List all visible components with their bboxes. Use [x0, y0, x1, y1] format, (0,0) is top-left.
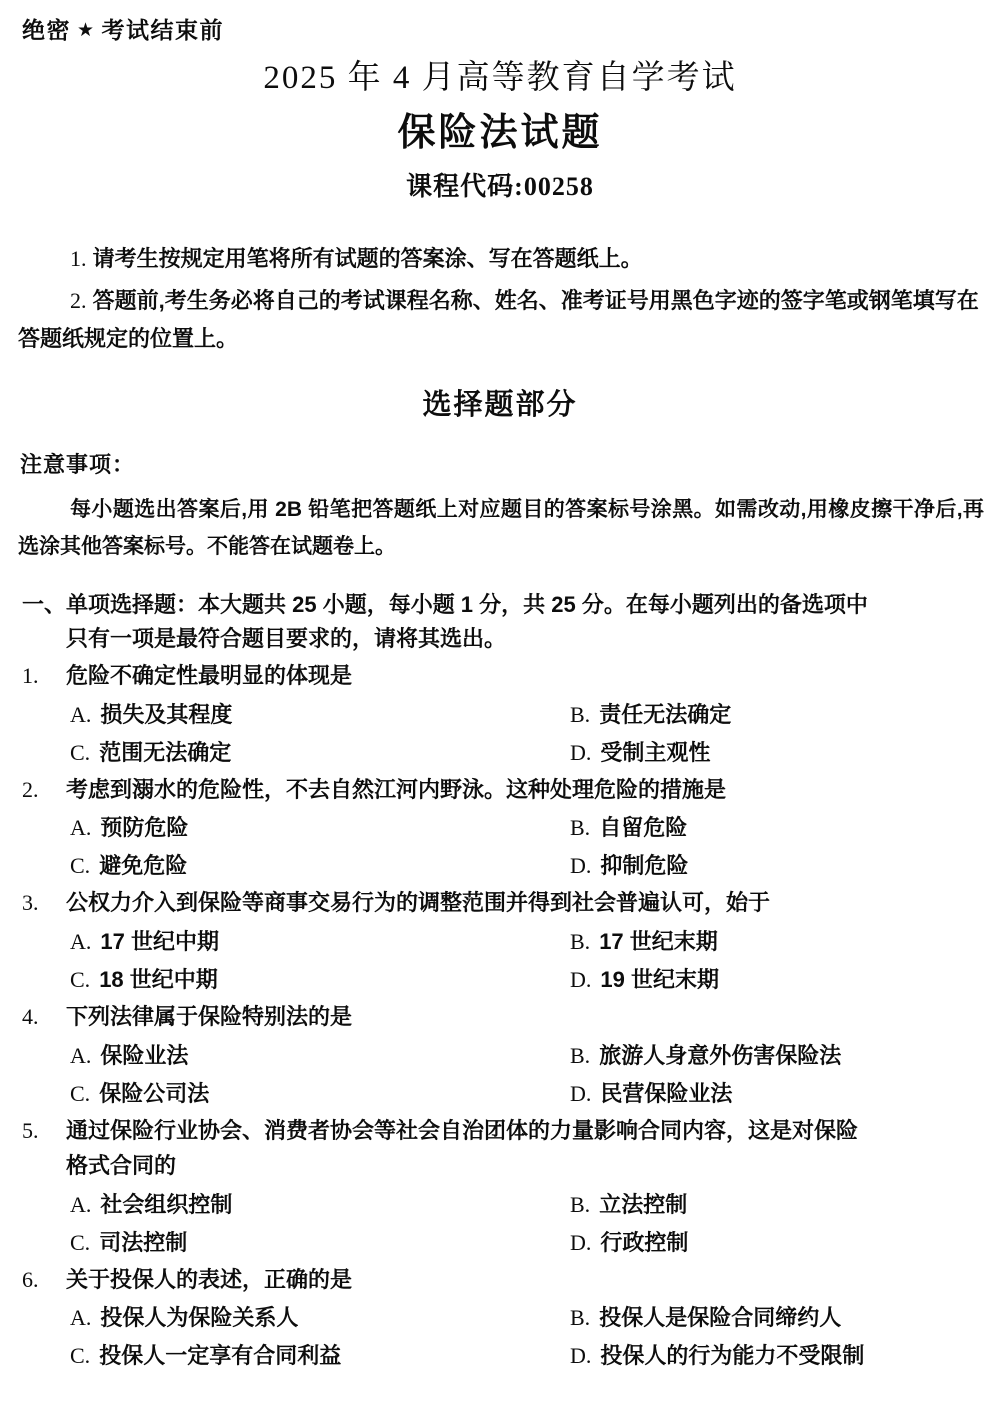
option-d[interactable]: [570, 1075, 732, 1113]
question-stem: [22, 658, 980, 694]
option-text: 18 世纪中期: [99, 966, 218, 992]
option-text: 旅游人身意外伤害保险法: [599, 1042, 842, 1068]
option-letter: B.: [570, 1042, 591, 1068]
option-a[interactable]: [70, 809, 188, 847]
option-letter: D.: [570, 966, 592, 992]
option-row: [70, 847, 980, 885]
option-c[interactable]: [70, 734, 231, 772]
question-item: [22, 1262, 980, 1376]
option-text: 自留危险: [599, 815, 688, 841]
option-row: [70, 1186, 980, 1224]
star-icon: ★: [77, 20, 96, 41]
option-b[interactable]: [570, 923, 718, 961]
option-letter: A.: [70, 928, 92, 954]
question-stem: [22, 1113, 980, 1184]
option-text: 范围无法确定: [99, 739, 232, 765]
option-text: 保险公司法: [99, 1080, 210, 1106]
question-stem-text: 考虑到溺水的危险性，不去自然江河内野泳。这种处理危险的措施是: [66, 776, 727, 802]
option-d[interactable]: [570, 961, 719, 999]
question-stem: [22, 772, 980, 808]
question-options: [22, 1299, 980, 1375]
secrecy-label: 绝密: [22, 17, 71, 43]
question-stem: [22, 885, 980, 921]
option-text: 19 世纪末期: [600, 966, 719, 992]
question-options: [22, 696, 980, 772]
option-d[interactable]: [570, 734, 710, 772]
option-a[interactable]: [70, 1186, 232, 1224]
course-code: 课程代码:00258: [406, 171, 594, 201]
option-text: 保险业法: [100, 1042, 189, 1068]
option-letter: C.: [70, 1343, 91, 1369]
option-letter: A.: [70, 1042, 92, 1068]
option-letter: A.: [70, 1191, 92, 1217]
option-letter: C.: [70, 739, 91, 765]
question-options: [22, 1186, 980, 1262]
secrecy-time-label: 考试结束前: [101, 17, 225, 43]
option-letter: D.: [570, 1343, 592, 1369]
option-text: 17 世纪末期: [599, 928, 718, 954]
instruction-number: 2.: [70, 287, 87, 313]
option-row: [70, 1037, 980, 1075]
option-text: 投保人为保险关系人: [100, 1305, 299, 1331]
page-title: 保险法试题: [397, 112, 603, 155]
option-a[interactable]: [70, 923, 219, 961]
section-heading: 选择题部分: [422, 389, 578, 421]
option-letter: D.: [570, 1229, 592, 1255]
option-row: [70, 1075, 980, 1113]
question-number: 4.: [22, 1003, 39, 1029]
option-row: [70, 961, 980, 999]
option-letter: A.: [70, 1305, 92, 1331]
question-number: 1.: [22, 663, 39, 688]
option-row: [70, 696, 980, 734]
option-letter: A.: [70, 701, 92, 727]
option-c[interactable]: [70, 847, 187, 885]
option-text: 立法控制: [599, 1191, 688, 1217]
option-b[interactable]: [570, 696, 731, 734]
option-row: [70, 923, 980, 961]
question-item: [22, 885, 980, 999]
part-one-heading: [22, 588, 977, 656]
option-letter: A.: [70, 815, 92, 841]
question-number: 6.: [22, 1266, 39, 1292]
notice-label: 注意事项：: [20, 452, 136, 477]
option-text: 损失及其程度: [100, 701, 233, 727]
option-c[interactable]: [70, 961, 218, 999]
title-block: [0, 58, 1000, 202]
option-letter: C.: [70, 1080, 91, 1106]
exam-session-title: 2025 年 4 月高等教育自学考试: [263, 60, 737, 96]
option-letter: C.: [70, 853, 91, 879]
option-c[interactable]: [70, 1075, 209, 1113]
option-text: 受制主观性: [600, 739, 711, 765]
question-options: [22, 1037, 980, 1113]
option-text: 预防危险: [100, 815, 189, 841]
option-letter: C.: [70, 966, 91, 992]
question-stem: [22, 999, 980, 1035]
option-row: [70, 1337, 980, 1375]
question-stem-text: 通过保险行业协会、消费者协会等社会自治团体的力量影响合同内容，这是对保险: [66, 1117, 859, 1143]
option-row: [70, 734, 980, 772]
question-stem-text: 下列法律属于保险特别法的是: [66, 1003, 353, 1029]
option-d[interactable]: [570, 847, 688, 885]
question-options: [22, 809, 980, 885]
part-one-heading-line2: 只有一项是最符合题目要求的，请将其选出。: [66, 626, 507, 652]
instruction-text: 请考生按规定用笔将所有试题的答案涂、写在答题纸上。: [92, 246, 643, 271]
option-a[interactable]: [70, 696, 232, 734]
question-stem-text: 公权力介入到保险等商事交易行为的调整范围并得到社会普遍认可，始于: [66, 890, 771, 916]
option-letter: B.: [570, 1305, 591, 1331]
question-item: [22, 999, 980, 1113]
question-item: [22, 1113, 980, 1262]
option-letter: D.: [570, 1080, 592, 1106]
option-letter: B.: [570, 701, 591, 727]
option-d[interactable]: [570, 1224, 688, 1262]
option-text: 行政控制: [600, 1229, 689, 1255]
option-b[interactable]: [570, 809, 687, 847]
notice-body: 每小题选出答案后,用 2B 铅笔把答题纸上对应题目的答案标号涂黑。如需改动,用橡皮擦干净后,再选涂其他答案标号。不能答在试题卷上。: [18, 498, 984, 558]
question-number: 3.: [22, 890, 39, 916]
question-item: [22, 772, 980, 886]
option-row: [70, 809, 980, 847]
question-stem-text: 危险不确定性最明显的体现是: [66, 663, 353, 688]
question-item: [22, 658, 980, 772]
option-text: 投保人的行为能力不受限制: [600, 1343, 865, 1369]
instruction-number: 1.: [70, 246, 87, 271]
option-text: 投保人一定享有合同利益: [99, 1343, 342, 1369]
option-letter: D.: [570, 739, 592, 765]
option-a[interactable]: [70, 1037, 188, 1075]
question-stem-text-line2: 格式合同的: [66, 1153, 177, 1179]
instruction-text: 答题前,考生务必将自己的考试课程名称、姓名、准考证号用黑色字迹的签字笔或钢笔填写在答题纸规定的位置上。: [18, 287, 979, 351]
question-list: [22, 658, 980, 1375]
option-text: 民营保险业法: [600, 1080, 733, 1106]
option-text: 社会组织控制: [100, 1191, 233, 1217]
option-text: 司法控制: [99, 1229, 188, 1255]
option-text: 投保人是保险合同缔约人: [599, 1305, 842, 1331]
option-letter: B.: [570, 1191, 591, 1217]
question-number: 2.: [22, 776, 39, 802]
option-letter: C.: [70, 1229, 91, 1255]
question-number: 5.: [22, 1117, 39, 1143]
instructions-list: [18, 240, 983, 361]
option-c[interactable]: [70, 1224, 187, 1262]
option-text: 责任无法确定: [599, 701, 732, 727]
secrecy-header: [22, 12, 224, 45]
option-letter: B.: [570, 928, 591, 954]
option-letter: D.: [570, 853, 592, 879]
option-text: 17 世纪中期: [100, 928, 219, 954]
option-letter: B.: [570, 815, 591, 841]
option-d[interactable]: [570, 1337, 864, 1375]
option-a[interactable]: [70, 1299, 298, 1337]
option-b[interactable]: [570, 1037, 841, 1075]
option-text: 抑制危险: [600, 853, 689, 879]
option-text: 避免危险: [99, 853, 188, 879]
question-stem: [22, 1262, 980, 1298]
option-c[interactable]: [70, 1337, 341, 1375]
question-options: [22, 923, 980, 999]
instruction-item: [18, 240, 983, 278]
option-row: [70, 1299, 980, 1337]
option-b[interactable]: [570, 1299, 841, 1337]
option-row: [70, 1224, 980, 1262]
question-stem-text: 关于投保人的表述，正确的是: [66, 1266, 353, 1292]
part-one-heading-line1: 一、单项选择题：本大题共 25 小题，每小题 1 分，共 25 分。在每小题列出的备选项中: [22, 592, 868, 617]
option-b[interactable]: [570, 1186, 687, 1224]
instruction-item: [18, 282, 983, 358]
